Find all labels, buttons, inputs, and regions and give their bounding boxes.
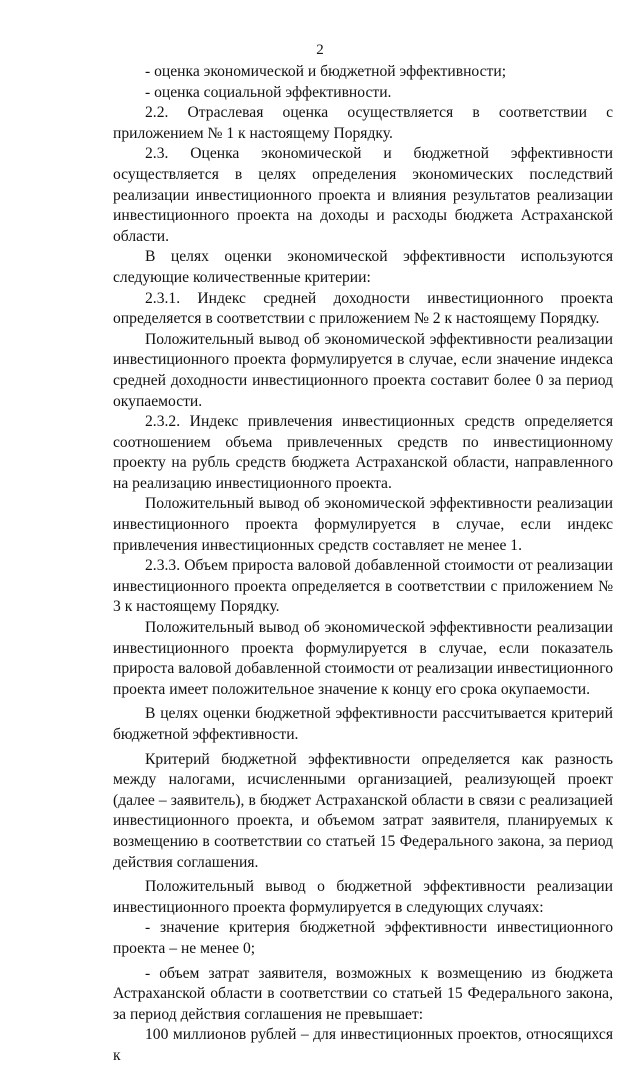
budget-criterion-definition: Критерий бюджетной эффективности определяется как разность между налогами, исчисленными организацией, реализующей проект (далее – заявитель), в бюджет Астраханской области в связи с реализацией инвестиционного проекта, и объемом затрат заявителя, планируемых к возмещению в соответствии со статьей 15 Федерального закона, за период действия соглашения. [113, 750, 613, 871]
page-number: 2 [316, 42, 324, 58]
conclusion-2-3-3: Положительный вывод об экономической эффективности реализации инвестиционного проекта формулируется в случае, если показатель прироста валовой добавленной стоимости от реализации инвестиционного проекта имеет положительное значение к концу его срока окупаемости. [113, 619, 613, 698]
budget-condition-1: - значение критерия бюджетной эффективности инвестиционного проекта – не менее 0; [113, 919, 613, 957]
clause-2-2: 2.2. Отраслевая оценка осуществляется в соответствии с приложением № 1 к настоящему Порядку. [113, 104, 613, 142]
list-item-social: - оценка социальной эффективности. [145, 83, 392, 101]
clause-2-3-1: 2.3.1. Индекс средней доходности инвестиционного проекта определяется в соответствии с приложением № 2 к настоящему Порядку. [113, 289, 613, 328]
criteria-intro: В целях оценки экономической эффективности используются следующие количественные критерии: [113, 248, 613, 286]
list-item-economic-budget: - оценка экономической и бюджетной эффективности; [145, 63, 507, 80]
budget-conclusion-intro: Положительный вывод о бюджетной эффективности реализации инвестиционного проекта формулируется в следующих случаях: [113, 878, 613, 916]
conclusion-2-3-1: Положительный вывод об экономической эффективности реализации инвестиционного проекта формулируется в случае, если значение индекса средней доходности инвестиционного проекта составит более 0 за период окупаемости. [113, 330, 613, 410]
budget-condition-2: - объем затрат заявителя, возможных к возмещению из бюджета Астраханской области в соответствии со статьей 15 Федерального закона, за период действия соглашения не превышает: [113, 964, 613, 1023]
budget-threshold-line: 100 миллионов рублей – для инвестиционных проектов, относящихся к [113, 1026, 613, 1064]
clause-2-3-3: 2.3.3. Объем прироста валовой добавленной стоимости от реализации инвестиционного проекта определяется в соответствии с приложением № 3 к настоящему Порядку. [113, 557, 613, 616]
budget-criterion-intro: В целях оценки бюджетной эффективности рассчитывается критерий бюджетной эффективности. [113, 705, 613, 743]
document-body [113, 62, 613, 1067]
clause-2-3-2: 2.3.2. Индекс привлечения инвестиционных средств определяется соотношением объема привлеченных средств по инвестиционному проекту на рубль средств бюджета Астраханской области, направленного на реализацию инвестиционного проекта. [113, 413, 613, 492]
conclusion-2-3-2: Положительный вывод об экономической эффективности реализации инвестиционного проекта формулируется в случае, если индекс привлечения инвестиционных средств составляет не менее 1. [113, 495, 613, 554]
clause-2-3: 2.3. Оценка экономической и бюджетной эффективности осуществляется в целях определения экономических последствий реализации инвестиционного проекта и влияния результатов реализации инвестиционного проекта на доходы и расходы бюджета Астраханской области. [113, 145, 613, 245]
